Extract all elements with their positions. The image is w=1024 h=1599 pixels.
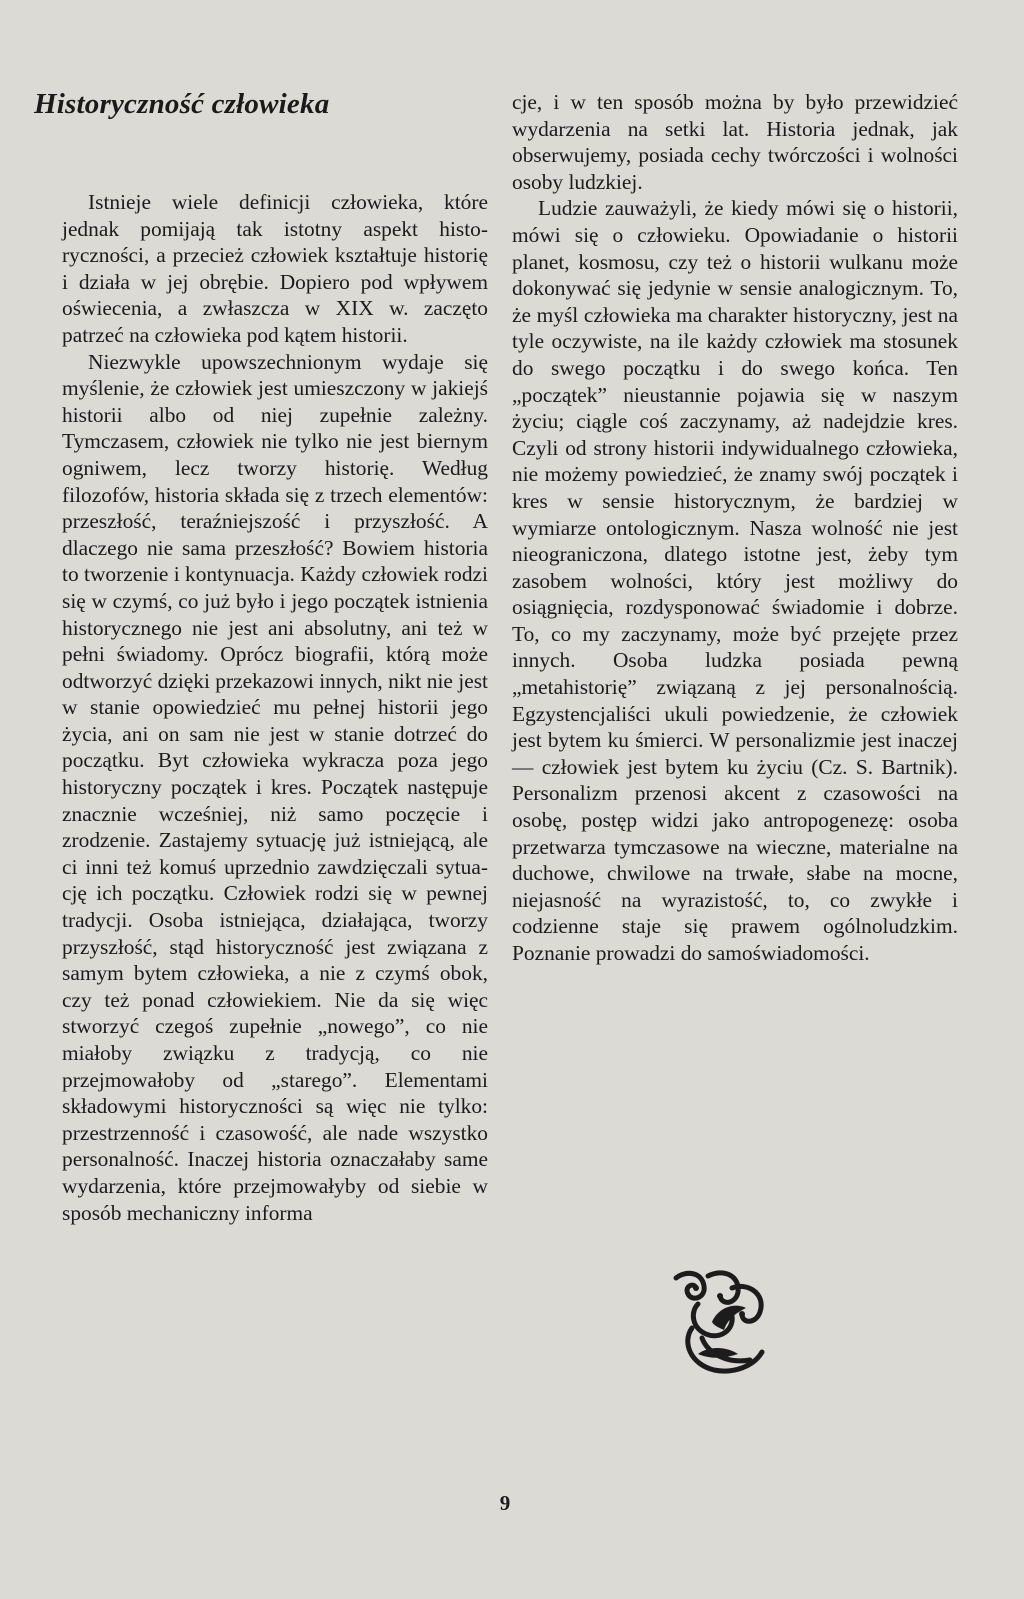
paragraph: Ludzie zauważyli, że kiedy mówi się o historii, mówi się o człowieku. Opowiadanie o historii planet, kosmosu, czy też o historii wulkanu może dokonywać się jedynie w sensie analogicznym. To, że myśl człowieka ma charakter historyczny, jest na tyle oczywiste, na ile każdy człowiek ma stosunek do swego początku i do swego końca. Ten „początek” nieustannie pojawia się w naszym życiu; ciągle coś zaczynamy, aż nadejdzie kres. Czyli od strony historii indywidualnego człowieka, nie możemy powiedzieć, że znamy swój początek i kres w sensie historycznym, że bardziej w wymiarze ontologicznym. Nasza wolność nie jest nieograniczona, dlatego istotne jest, żeby tym zasobem wolności, który jest możliwy do osiągnięcia, rozdysponować świadomie i dobrze. To, co my zaczynamy, może być przejęte przez innych. Osoba ludzka posiada pewną „metahistorię” związaną z jej personalnością. Egzystencjaliści ukuli powiedzenie, że człowiek jest bytem ku śmierci. W personalizmie jest inaczej — człowiek jest bytem ku życiu (Cz. S. Bartnik). Personalizm przenosi akcent z czasowości na osobę, postęp widzi jako antropogenezę: osoba przetwarza tymczasowe na wieczne, materialne na duchowe, chwilowe na trwałe, słabe na mocne, niejasność na wyrazistość, to, co zwykłe i codzienne staje się prawem ogólnoludzkim. Poznanie prowadzi do samoświadomości.	[512, 196, 958, 965]
right-text-column	[512, 89, 958, 967]
page-number: 9	[499, 1491, 511, 1515]
paragraph: Niezwykle upowszechnionym wydaje się myślenie, że człowiek jest umieszczony w jakiejś historii albo od niej zupełnie zależny. Tymczasem, człowiek nie tylko nie jest biernym ogniwem, lecz tworzy historię. Według filozofów, historia składa się z trzech elementów: przeszłość, teraźniejszość i przyszłość. A dlaczego nie sama przeszłość? Bowiem historia to tworzenie i kontynuacja. Każdy człowiek rodzi się w czymś, co już było i jego początek istnienia historycznego nie jest ani absolutny, ani też w pełni świadomy. Oprócz biografii, którą może odtworzyć dzięki przekazowi innych, nikt nie jest w stanie opowiedzieć mu pełnej historii jego życia, ani on sam nie jest w stanie dotrzeć do początku. Byt człowieka wykracza poza jego historyczny początek i kres. Początek następuje znacznie wcześniej, niż samo poczęcie i zrodzenie. Zastajemy sytuację już istniejącą, ale ci inni też komuś uprzednio zawdzięczali sytuację ich początku. Człowiek rodzi się w pewnej tradycji. Osoba istniejąca, działająca, tworzy przyszłość, stąd historyczność jest związana z samym bytem człowieka, a nie z czymś obok, czy też ponad człowiekiem. Nie da się więc stworzyć czegoś zupełnie „nowego”, co nie miałoby związku z tradycją, co nie przejmowałoby od „starego”. Elementami składowymi historyczności są więc nie tylko: przestrzenność i czasowość, ale nade wszystko personalność. Inaczej historia oznaczałaby same wydarzenia, które przejmowałyby od siebie w sposób mechaniczny informa	[62, 349, 488, 1225]
left-text-column	[62, 189, 488, 1226]
paragraph-continuation: cje, i w ten sposób można by było przewidzieć wydarzenia na setki lat. Historia jednak, jak obserwujemy, posiada cechy twórczości i wolności osoby ludzkiej.	[512, 90, 958, 194]
floral-fleuron-icon	[668, 1268, 772, 1376]
paragraph: Istnieje wiele definicji człowieka, które jednak pomijają tak istotny aspekt historyczności, a przecież człowiek kształtuje historię i działa w jej obrębie. Dopiero pod wpływem oświecenia, a zwłaszcza w XIX w. zaczęto patrzeć na człowieka pod kątem historii.	[62, 190, 488, 347]
chapter-title: Historyczność człowieka	[34, 88, 330, 120]
